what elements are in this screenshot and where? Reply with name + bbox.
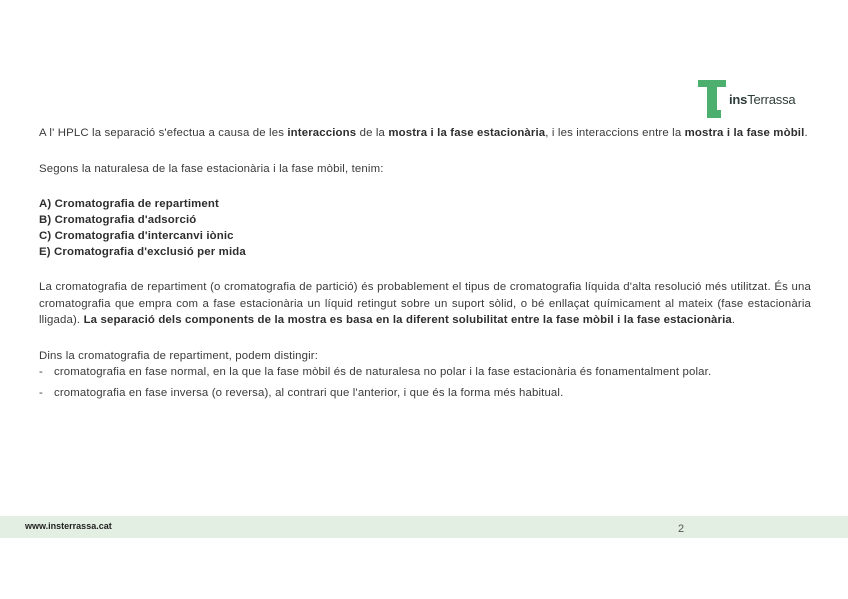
- logo-t-icon: [698, 80, 726, 118]
- list-item: - cromatografia en fase inversa (o reversa), al contrari que l'anterior, i que és la forma més habitual.: [39, 385, 811, 402]
- partition-paragraph: [39, 279, 811, 329]
- intro-bold-1: interaccions: [287, 127, 357, 139]
- intro-text-2: de la: [356, 127, 389, 139]
- footer-bar: [0, 516, 848, 538]
- type-item: A) Cromatografia de repartiment: [39, 198, 219, 210]
- intro-text-3: , i les interaccions entre la: [545, 127, 685, 139]
- list-item: - cromatografia en fase normal, en la que la fase mòbil és de naturalesa no polar i la fase estacionària és fonamentalment polar.: [39, 364, 811, 381]
- partition-text-1: La cromatografia de repartiment (o cromatografia de partició) és probablement el tipus de cromatografia líquida d'alta resolució més utilitzat. És una cromatografia que empra com a fase estacionària un líquid retingut sobre un suport sòlid, o bé enllaçat químicament al mateix (fase estacionària lligada).: [39, 281, 811, 326]
- intro-bold-3: mostra i la fase mòbil: [684, 127, 805, 139]
- chromatography-types-list: [39, 196, 811, 260]
- ins-terrassa-logo: [698, 80, 813, 118]
- page-number: 2: [678, 523, 685, 535]
- slide-content: [39, 125, 811, 405]
- footer-url[interactable]: www.insterrassa.cat: [25, 521, 112, 531]
- phase-list: [39, 364, 811, 401]
- type-item: C) Cromatografia d'intercanvi iònic: [39, 230, 234, 242]
- type-item: E) Cromatografia d'exclusió per mida: [39, 246, 246, 258]
- partition-bold: La separació dels components de la mostra es basa en la diferent solubilitat entre la fase mòbil i la fase estacionària: [83, 314, 732, 326]
- partition-text-2: .: [731, 314, 736, 326]
- intro-bold-2: mostra i la fase estacionària: [388, 127, 546, 139]
- intro-paragraph: [39, 125, 811, 142]
- logo-text-bold: ins: [729, 92, 748, 107]
- intro-text-4: .: [804, 127, 808, 139]
- types-intro-paragraph: Segons la naturalesa de la fase estacionària i la fase mòbil, tenim:: [39, 162, 384, 175]
- intro-text-1: A l' HPLC la separació s'efectua a causa de les: [39, 127, 288, 139]
- distinguish-paragraph: Dins la cromatografia de repartiment, podem distingir:: [39, 349, 319, 362]
- logo-text: [729, 92, 795, 107]
- type-item: B) Cromatografia d'adsorció: [39, 214, 197, 226]
- logo-text-regular: Terrassa: [747, 92, 796, 107]
